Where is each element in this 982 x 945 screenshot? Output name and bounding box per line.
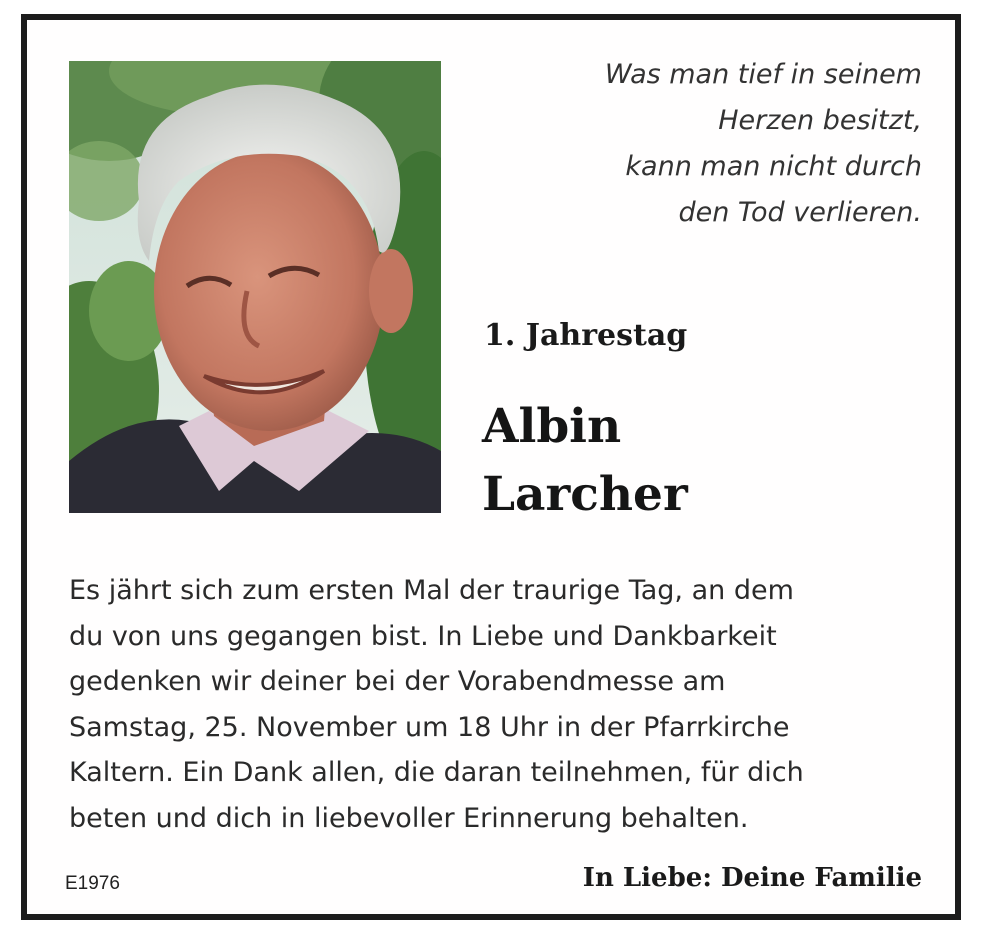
body-line: Es jährt sich zum ersten Mal der traurige Tag, an dem xyxy=(69,575,794,606)
deceased-name xyxy=(482,393,688,529)
first-name: Albin xyxy=(482,399,622,454)
memorial-notice xyxy=(21,14,961,920)
quote-line: kann man nicht durch xyxy=(625,151,922,182)
body-line: Samstag, 25. November um 18 Uhr in der Pfarrkirche xyxy=(69,711,790,743)
body-line: Kaltern. Ein Dank allen, die daran teilnehmen, für dich xyxy=(69,757,804,788)
body-line: du von uns gegangen bist. In Liebe und Dankbarkeit xyxy=(69,620,777,652)
body-line: gedenken wir deiner bei der Vorabendmesse am xyxy=(69,666,726,697)
memorial-quote xyxy=(522,52,922,236)
notice-code: E1976 xyxy=(65,873,120,894)
notice-body xyxy=(69,568,929,841)
last-name: Larcher xyxy=(482,467,688,522)
quote-line: den Tod verlieren. xyxy=(678,197,922,228)
anniversary-heading: 1. Jahrestag xyxy=(484,318,688,353)
portrait-photo xyxy=(69,61,441,513)
body-line: beten und dich in liebevoller Erinnerung behalten. xyxy=(69,802,749,834)
signature: In Liebe: Deine Familie xyxy=(582,863,922,893)
quote-line: Was man tief in seinem xyxy=(604,59,922,90)
quote-line: Herzen besitzt, xyxy=(718,105,922,136)
